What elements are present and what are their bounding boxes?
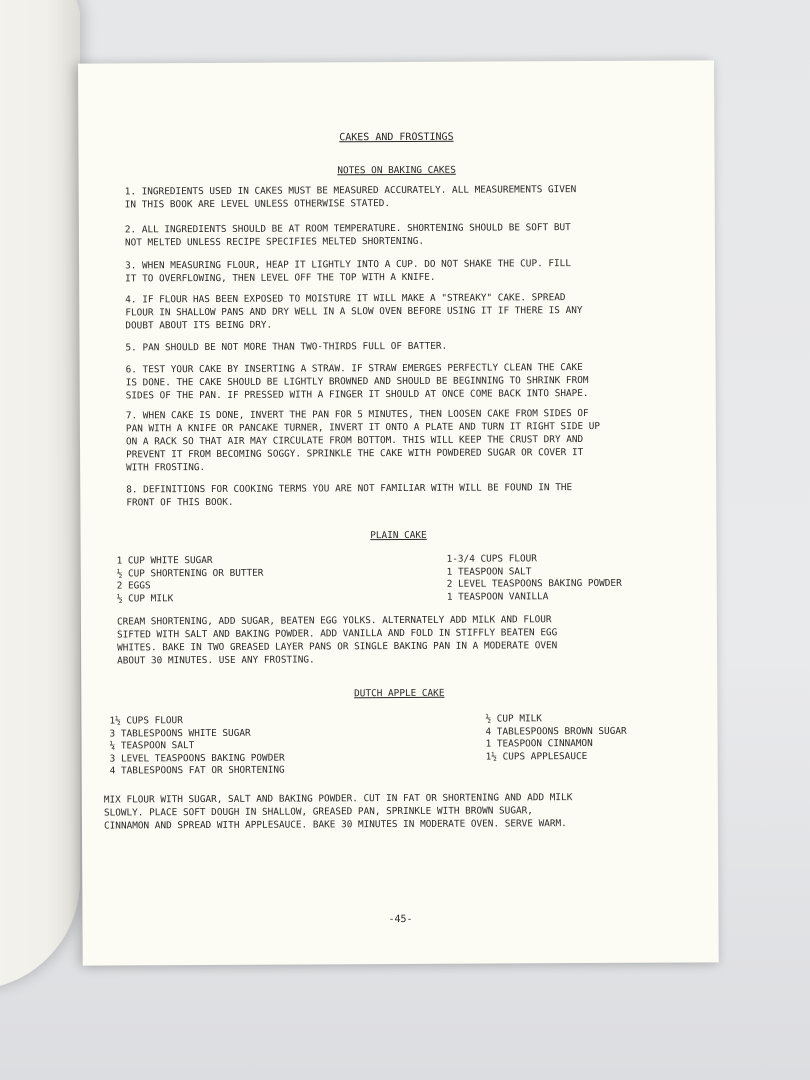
ingredient-line: 1½ CUPS FLOUR bbox=[109, 715, 183, 727]
note-line: 4. IF FLOUR HAS BEEN EXPOSED TO MOISTURE IT WILL MAKE A "STREAKY" CAKE. SPREAD bbox=[125, 292, 566, 306]
plain-cake-ingredients-right bbox=[447, 553, 622, 604]
document-page bbox=[78, 60, 719, 965]
ingredient-line: 3 TABLESPOONS WHITE SUGAR bbox=[109, 727, 251, 740]
note-line: 6. TEST YOUR CAKE BY INSERTING A STRAW. IF STRAW EMERGES PERFECTLY CLEAN THE CAKE bbox=[125, 362, 583, 376]
direction-line: MIX FLOUR WITH SUGAR, SALT AND BAKING POWDER. CUT IN FAT OR SHORTENING AND ADD MILK bbox=[103, 792, 573, 806]
note-item bbox=[125, 257, 571, 285]
note-item bbox=[125, 291, 582, 332]
direction-line: CREAM SHORTENING, ADD SUGAR, BEATEN EGG YOLKS. ALTERNATELY ADD MILK AND FLOUR bbox=[116, 614, 552, 628]
note-line: IT TO OVERFLOWING, THEN LEVEL OFF THE TOP WITH A KNIFE. bbox=[125, 271, 436, 285]
ingredient-line: 4 TABLESPOONS BROWN SUGAR bbox=[485, 725, 627, 738]
note-line: SIDES OF THE PAN. IF PRESSED WITH A FINGER IT SHOULD AT ONCE COME BACK INTO SHAPE. bbox=[125, 387, 589, 402]
page-title: CAKES AND FROSTINGS bbox=[339, 131, 454, 144]
direction-line: SIFTED WITH SALT AND BAKING POWDER. ADD VANILLA AND FOLD IN STIFFLY BEATEN EGG bbox=[116, 627, 558, 641]
note-line: NOT MELTED UNLESS RECIPE SPECIFIES MELTED SHORTENING. bbox=[124, 235, 425, 249]
plain-cake-heading: PLAIN CAKE bbox=[370, 529, 427, 542]
note-line: DOUBT ABOUT ITS BEING DRY. bbox=[125, 319, 273, 332]
ingredient-line: 1 CUP WHITE SUGAR bbox=[116, 554, 213, 567]
dutch-apple-directions bbox=[104, 791, 573, 832]
direction-line: WHITES. BAKE IN TWO GREASED LAYER PANS OR SINGLE BAKING PAN IN A MODERATE OVEN bbox=[117, 640, 558, 654]
dutch-apple-ingredients-left bbox=[109, 715, 284, 778]
direction-line: SLOWLY. PLACE SOFT DOUGH IN SHALLOW, GREASED PAN, SPRINKLE WITH BROWN SUGAR, bbox=[103, 805, 533, 819]
note-item bbox=[126, 407, 600, 474]
note-line: 7. WHEN CAKE IS DONE, INVERT THE PAN FOR 5 MINUTES, THEN LOOSEN CAKE FROM SIDES OF bbox=[125, 407, 589, 422]
note-line: IS DONE. THE CAKE SHOULD BE LIGHTLY BROWNED AND SHOULD BE BEGINNING TO SHRINK FROM bbox=[125, 374, 589, 389]
notes-heading: NOTES ON BAKING CAKES bbox=[337, 164, 456, 177]
ingredient-line: 3 LEVEL TEASPOONS BAKING POWDER bbox=[109, 752, 285, 765]
note-line: FLOUR IN SHALLOW PANS AND DRY WELL IN A SLOW OVEN BEFORE USING IT IF THERE IS ANY bbox=[125, 305, 583, 319]
ingredient-line: 4 TABLESPOONS FAT OR SHORTENING bbox=[109, 764, 285, 777]
ingredient-line: 2 EGGS bbox=[116, 580, 151, 592]
ingredient-line: 2 LEVEL TEASPOONS BAKING POWDER bbox=[446, 577, 622, 590]
ingredient-line: 1 TEASPOON CINNAMON bbox=[485, 737, 593, 750]
plain-cake-ingredients-left bbox=[117, 555, 264, 606]
note-line: PAN WITH A KNIFE OR PANCAKE TURNER, INVERT IT ONTO A PLATE AND TURN IT RIGHT SIDE UP bbox=[125, 420, 601, 435]
note-line: 8. DEFINITIONS FOR COOKING TERMS YOU ARE NOT FAMILIAR WITH WILL BE FOUND IN THE bbox=[126, 482, 573, 496]
ingredient-line: ½ CUP SHORTENING OR BUTTER bbox=[116, 567, 264, 579]
ingredient-line: ¼ TEASPOON SALT bbox=[109, 740, 195, 752]
direction-line: ABOUT 30 MINUTES. USE ANY FROSTING. bbox=[117, 654, 315, 667]
note-line: ON A RACK SO THAT AIR MAY CIRCULATE FROM BOTTOM. THIS WILL KEEP THE CRUST DRY AND bbox=[125, 434, 584, 448]
dutch-apple-ingredients-right bbox=[485, 713, 626, 764]
note-item bbox=[126, 481, 572, 509]
note-line: 1. INGREDIENTS USED IN CAKES MUST BE MEASURED ACCURATELY. ALL MEASUREMENTS GIVEN bbox=[124, 184, 577, 198]
note-item bbox=[125, 340, 447, 355]
ingredient-line: 1 TEASPOON SALT bbox=[446, 565, 532, 578]
ingredient-line: 1 TEASPOON VANILLA bbox=[446, 590, 549, 603]
note-line: FRONT OF THIS BOOK. bbox=[126, 496, 234, 509]
note-item bbox=[125, 183, 577, 211]
note-line: 2. ALL INGREDIENTS SHOULD BE AT ROOM TEMPERATURE. SHORTENING SHOULD BE SOFT BUT bbox=[124, 222, 571, 236]
note-line: IN THIS BOOK ARE LEVEL UNLESS OTHERWISE STATED. bbox=[124, 198, 391, 211]
ingredient-line: ½ CUP MILK bbox=[485, 713, 542, 725]
dutch-apple-cake-heading: DUTCH APPLE CAKE bbox=[354, 687, 445, 700]
ingredient-line: 1½ CUPS APPLESAUCE bbox=[485, 750, 588, 763]
note-item bbox=[126, 361, 589, 402]
note-line: 3. WHEN MEASURING FLOUR, HEAP IT LIGHTLY INTO A CUP. DO NOT SHAKE THE CUP. FILL bbox=[125, 258, 571, 272]
note-line: WITH FROSTING. bbox=[126, 462, 206, 474]
note-line: PREVENT IT FROM BECOMING SOGGY. SPRINKLE THE CAKE WITH POWDERED SUGAR OR COVER IT bbox=[126, 447, 584, 461]
facing-page bbox=[0, 0, 80, 990]
ingredient-line: ½ CUP MILK bbox=[116, 592, 174, 604]
note-line: 5. PAN SHOULD BE NOT MORE THAN TWO-THIRDS FULL OF BATTER. bbox=[125, 340, 448, 354]
note-item bbox=[125, 221, 571, 249]
page-number: -45- bbox=[388, 913, 413, 926]
ingredient-line: 1-3/4 CUPS FLOUR bbox=[446, 553, 537, 565]
plain-cake-directions bbox=[117, 613, 558, 667]
direction-line: CINNAMON AND SPREAD WITH APPLESAUCE. BAKE 30 MINUTES IN MODERATE OVEN. SERVE WARM. bbox=[103, 818, 567, 832]
